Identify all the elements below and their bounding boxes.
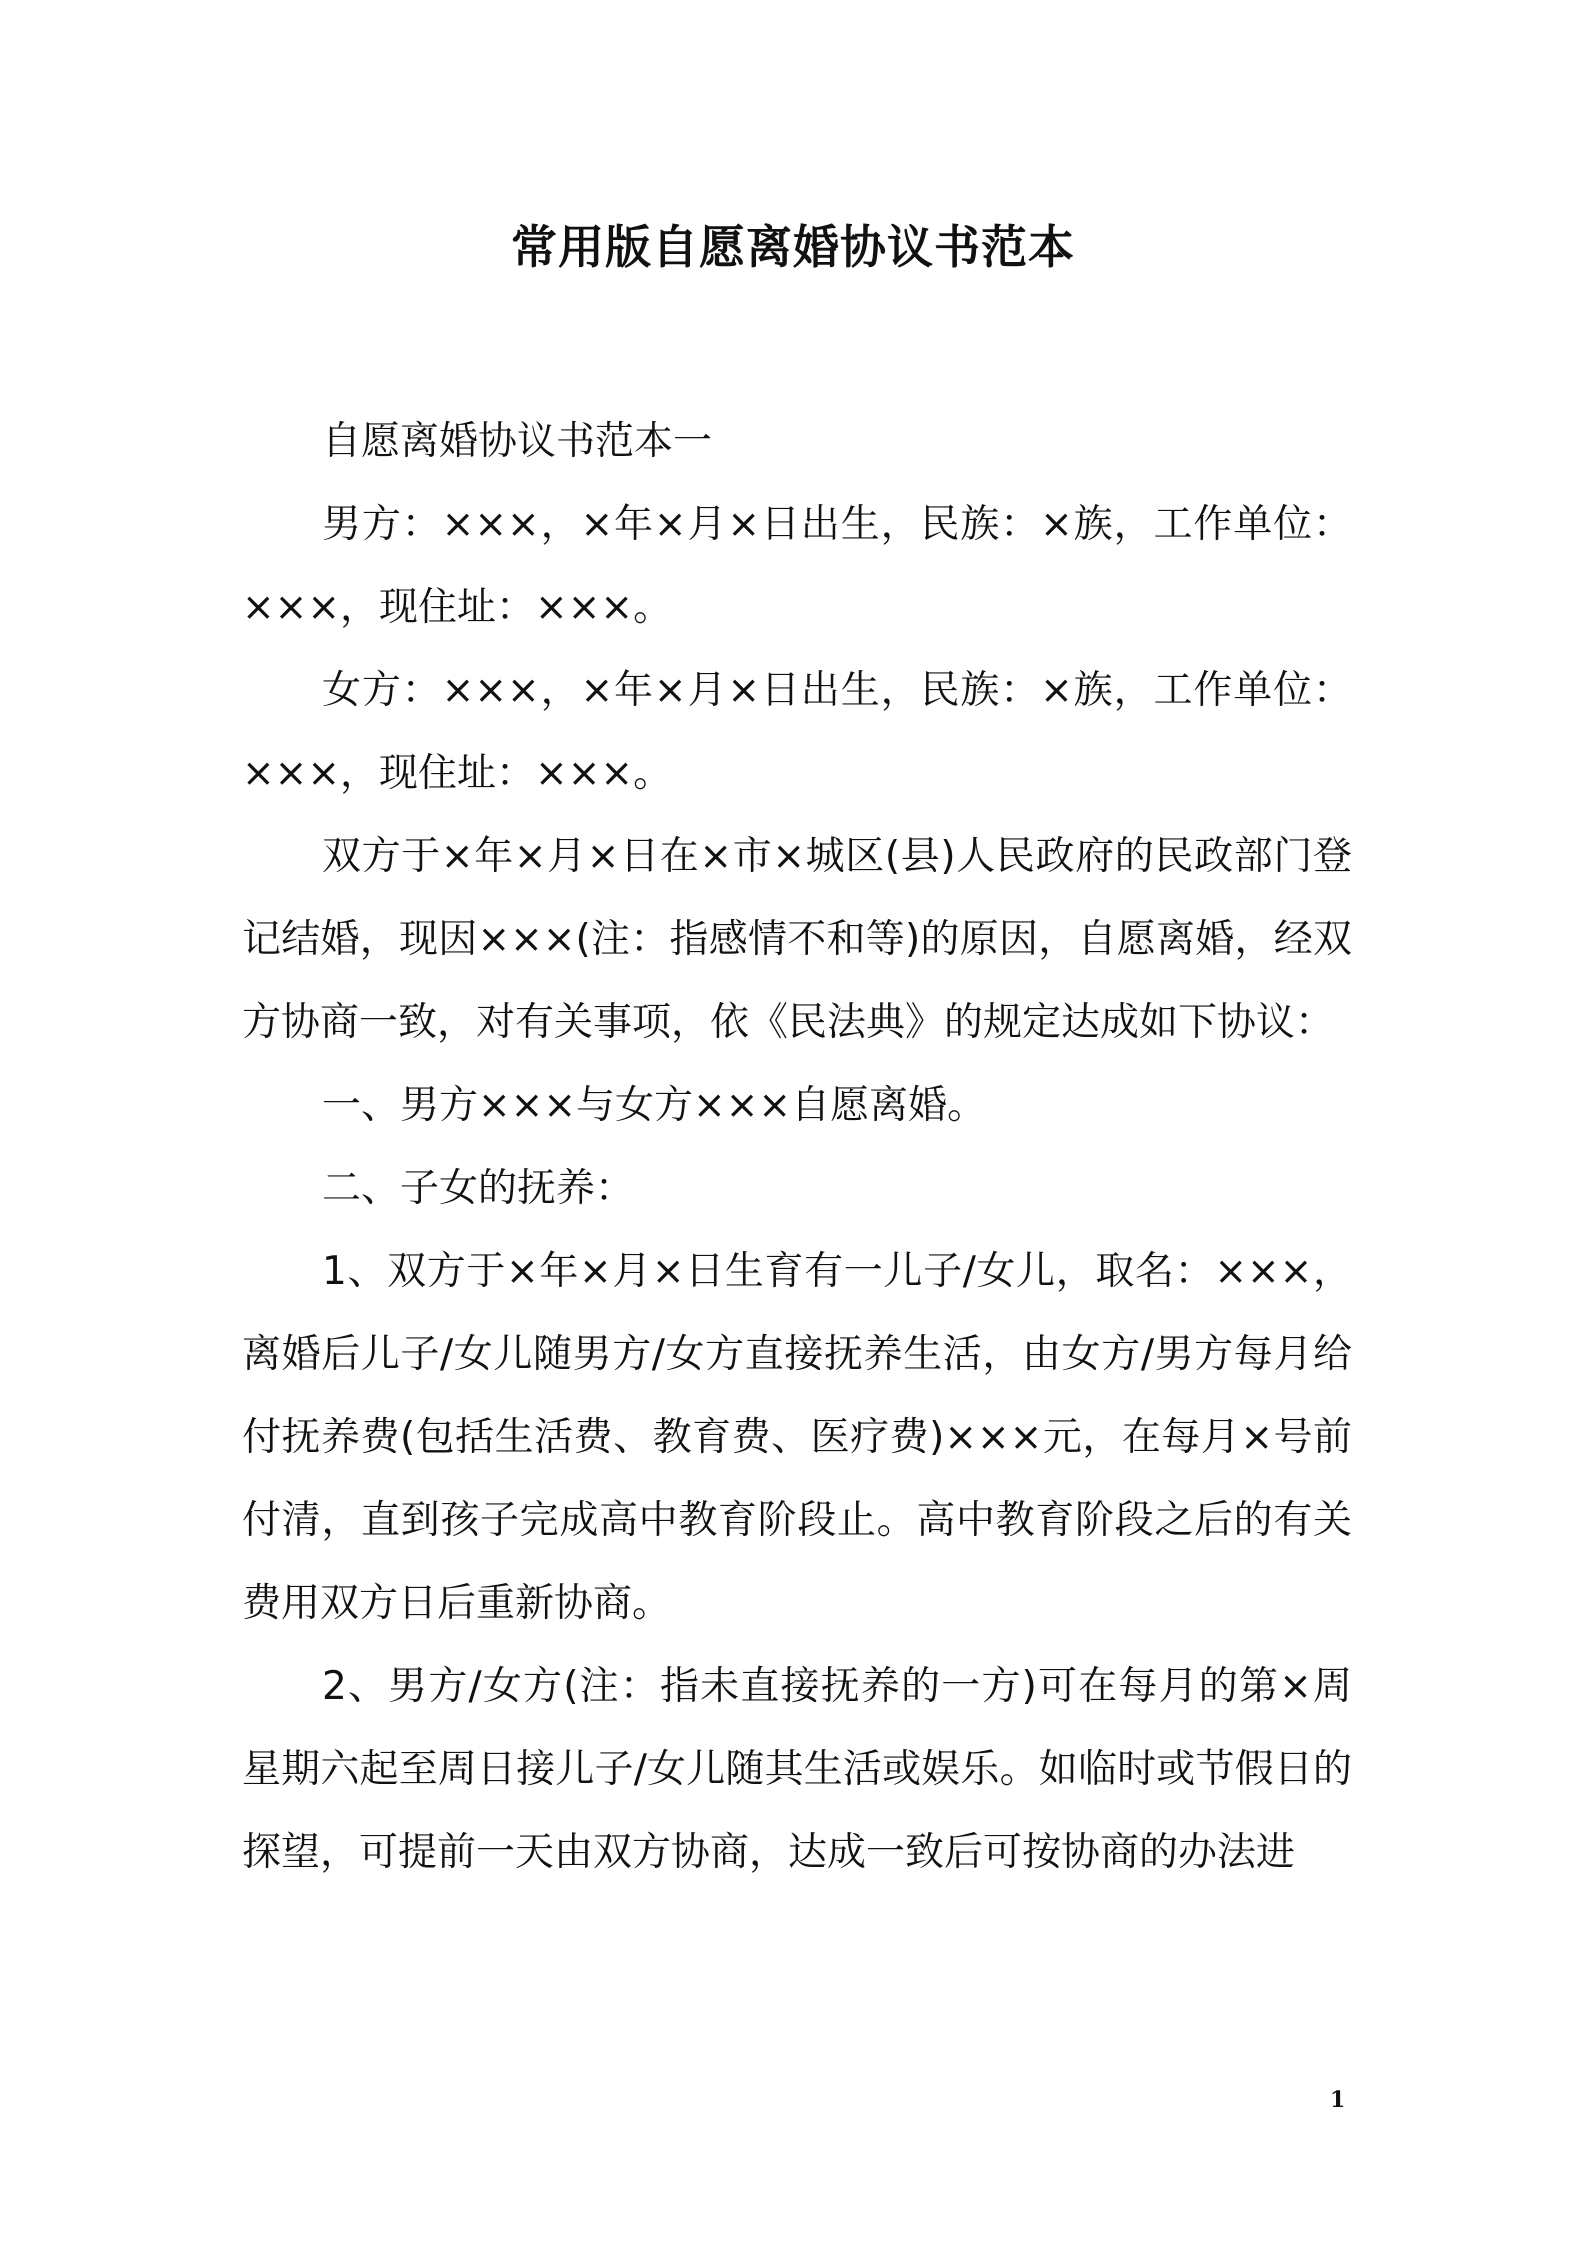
page-number: 1 <box>1330 2087 1346 2113</box>
paragraph-female-party: 女方：×××，×年×月×日出生，民族：×族，工作单位：×××，现住址：×××。 <box>242 668 1352 796</box>
paragraph-clause-2-heading: 二、子女的抚养： <box>322 1166 635 1211</box>
document-title: 常用版自愿离婚协议书范本 <box>511 220 1075 274</box>
document-body <box>242 400 1352 1894</box>
paragraph-male-party: 男方：×××，×年×月×日出生，民族：×族，工作单位：×××，现住址：×××。 <box>242 502 1352 630</box>
paragraph-clause-2-item-2: 2、男方/女方(注：指未直接抚养的一方)可在每月的第×周星期六起至周日接儿子/女儿随其生活或娱乐。如临时或节假日的探望，可提前一天由双方协商，达成一致后可按协商的办法进 <box>242 1664 1352 1875</box>
paragraph-sample-heading: 自愿离婚协议书范本一 <box>322 419 713 464</box>
paragraph-marriage-background: 双方于×年×月×日在×市×城区(县)人民政府的民政部门登记结婚，现因×××(注：指感情不和等)的原因，自愿离婚，经双方协商一致，对有关事项，依《民法典》的规定达成如下协议： <box>242 834 1352 1045</box>
paragraph-clause-2-item-1: 1、双方于×年×月×日生育有一儿子/女儿，取名：×××，离婚后儿子/女儿随男方/女方直接抚养生活，由女方/男方每月给付抚养费(包括生活费、教育费、医疗费)×××元，在每月×号前付清，直到孩子完成高中教育阶段止。高中教育阶段之后的有关费用双方日后重新协商。 <box>242 1249 1352 1626</box>
paragraph-clause-1: 一、男方×××与女方×××自愿离婚。 <box>322 1083 987 1128</box>
